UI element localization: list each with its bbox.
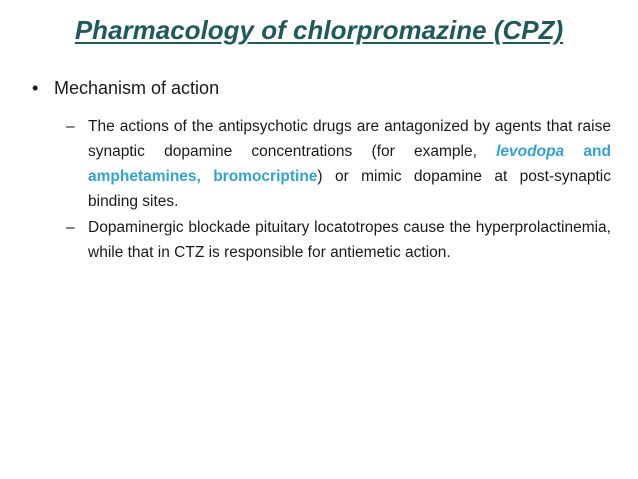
sub-bullet-list	[66, 114, 611, 266]
highlight-levodopa: levodopa	[496, 143, 565, 160]
sub-bullet-blockade	[66, 215, 611, 265]
highlight-drugs: and amphetamines, bromocriptine	[88, 143, 611, 185]
sub-bullet-text: Dopaminergic blockade pituitary locatotropes cause the hyperprolactinemia, while that in CTZ is responsible for antiemetic action.	[88, 219, 611, 261]
sub-bullet-antagonism	[66, 114, 611, 214]
dash-marker: –	[66, 118, 75, 135]
bullet-label: Mechanism of action	[54, 78, 220, 98]
bullet-dot: •	[32, 78, 39, 98]
slide-title: Pharmacology of chlorpromazine (CPZ)	[74, 15, 564, 45]
sub-bullet-text: The actions of the antipsychotic drugs are antagonized by agents that raise synaptic dopamine concentrations (for example,	[88, 118, 611, 160]
bullet-mechanism	[32, 76, 219, 100]
dash-marker: –	[66, 219, 75, 236]
sub-bullet-text-end: ) or mimic dopamine at post-synaptic binding sites.	[88, 168, 611, 210]
